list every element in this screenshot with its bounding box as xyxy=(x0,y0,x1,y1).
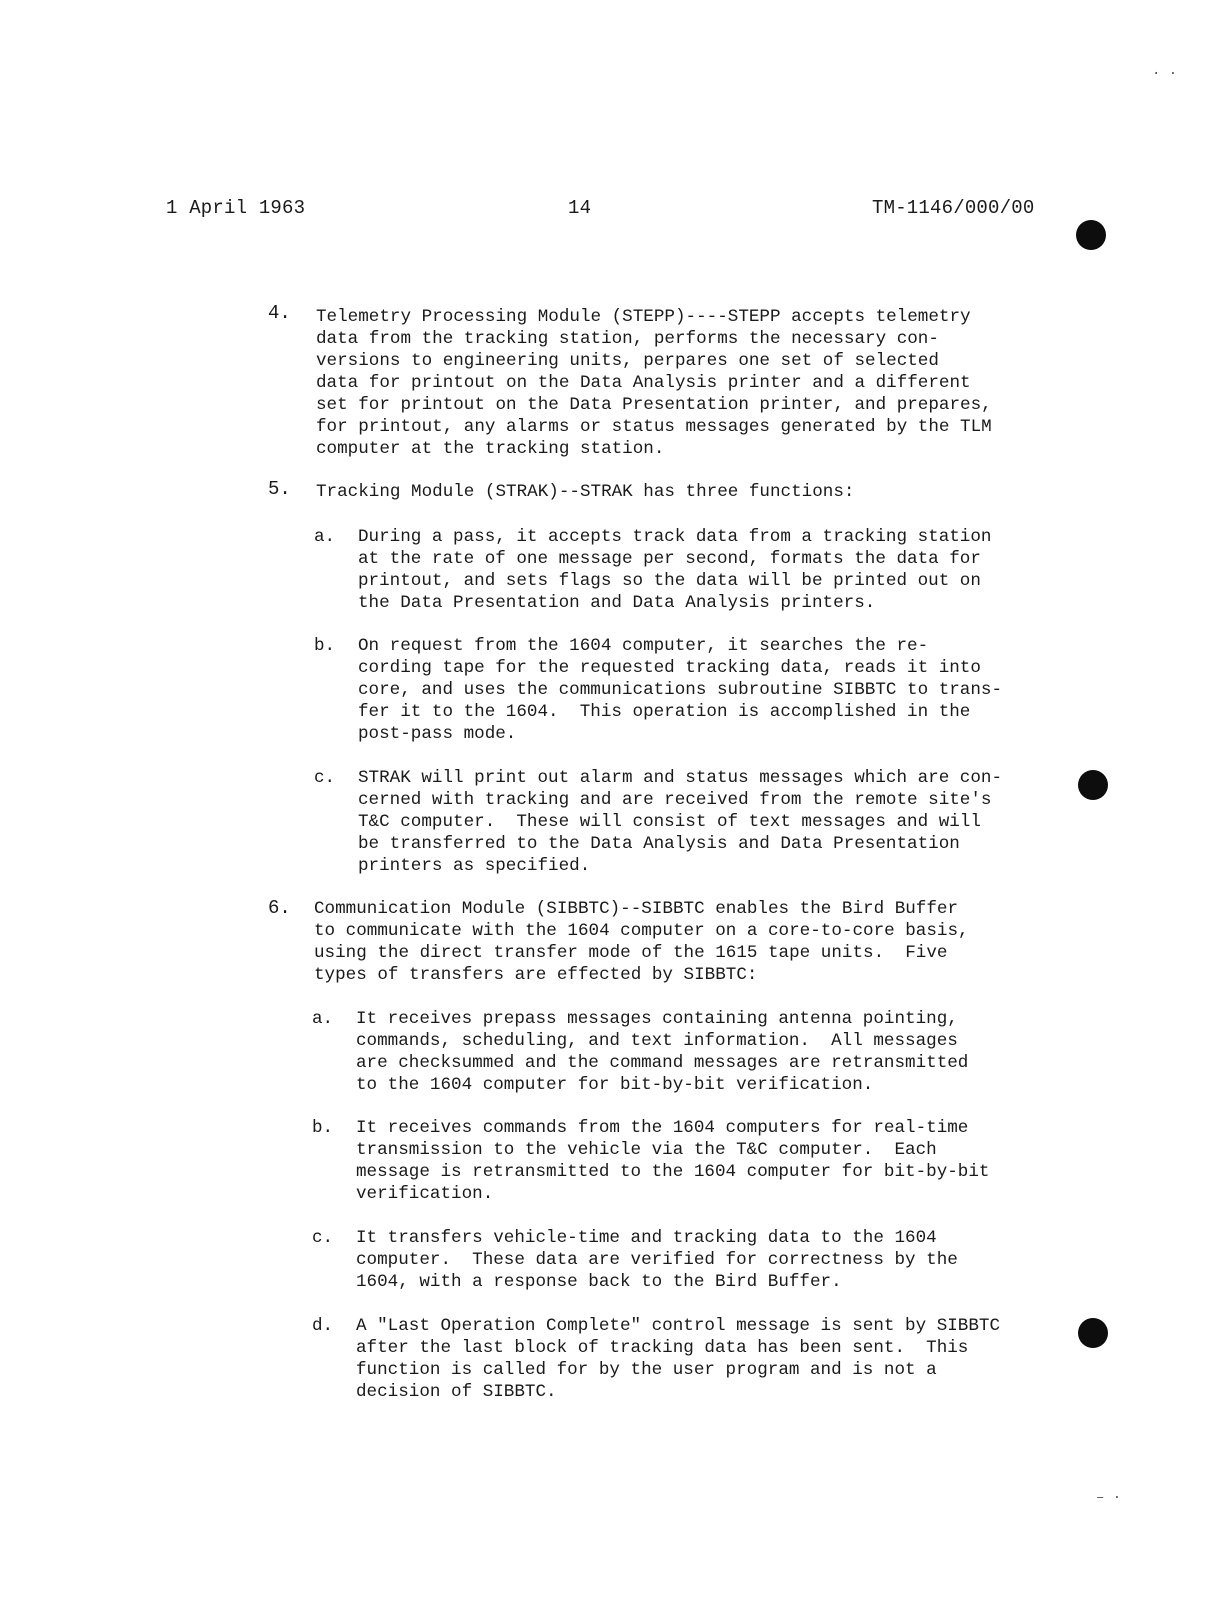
punch-hole-middle xyxy=(1078,770,1108,800)
item-5a-paragraph: During a pass, it accepts track data from a tracking station at the rate of one message per second, formats the data for printout, and sets flags so the data will be printed out on the Data Presentation and Data Analysis printers. xyxy=(358,527,992,613)
item-6d-paragraph: A "Last Operation Complete" control message is sent by SIBBTC after the last block of tracking data has been sent. This function is called for by the user program and is not a decision of SIBBTC. xyxy=(356,1316,1001,1402)
document-id: TM-1146/000/00 xyxy=(872,197,1035,219)
punch-hole-bottom xyxy=(1078,1318,1108,1348)
item-number: 5. xyxy=(268,478,291,500)
scan-speck: – · xyxy=(1096,1490,1122,1506)
item-6-intro: Communication Module (SIBBTC)--SIBBTC enables the Bird Buffer to communicate with the 1604 computer on a core-to-core basis, using the direct transfer mode of the 1615 tape units. Five types of transfers are effected by SIBBTC: xyxy=(314,899,969,985)
item-5c-paragraph: STRAK will print out alarm and status messages which are con- cerned with tracking and are received from the remote site's T&C computer. These will consist of text messages and will be transferred to the Data Analysis and Data Presentation printers as specified. xyxy=(358,768,1003,876)
item-5-intro: Tracking Module (STRAK)--STRAK has three functions: xyxy=(316,482,855,502)
subitem-label: a. xyxy=(312,1009,334,1029)
subitem-label: b. xyxy=(314,636,336,656)
header-date: 1 April 1963 xyxy=(166,197,306,219)
scan-speck: · · xyxy=(1152,66,1178,82)
item-5b-paragraph: On request from the 1604 computer, it searches the re- cording tape for the requested tracking data, reads it into core, and uses the communications subroutine SIBBTC to trans- fer it to the 1604. This operation is accomplished in the post-pass mode. xyxy=(358,636,1003,744)
item-6a-paragraph: It receives prepass messages containing antenna pointing, commands, scheduling, and text information. All messages are checksummed and the command messages are retransmitted to the 1604 computer for bit-by-bit verification. xyxy=(356,1009,969,1095)
punch-hole-top xyxy=(1076,220,1106,250)
subitem-label: d. xyxy=(312,1316,334,1336)
item-6c-paragraph: It transfers vehicle-time and tracking data to the 1604 computer. These data are verified for correctness by the 1604, with a response back to the Bird Buffer. xyxy=(356,1228,958,1292)
subitem-label: c. xyxy=(312,1228,334,1248)
page-number: 14 xyxy=(568,197,592,219)
item-4-paragraph: Telemetry Processing Module (STEPP)----STEPP accepts telemetry data from the tracking station, performs the necessary con- versions to engineering units, perpares one set of selected data for printout on the Data Analysis printer and a different set for printout on the Data Presentation printer, and prepares, for printout, any alarms or status messages generated by the TLM computer at the tracking station. xyxy=(316,307,992,459)
subitem-label: b. xyxy=(312,1118,334,1138)
item-number: 6. xyxy=(268,897,291,919)
item-number: 4. xyxy=(268,302,291,324)
subitem-label: c. xyxy=(314,768,336,788)
item-6b-paragraph: It receives commands from the 1604 computers for real-time transmission to the vehicle via the T&C computer. Each message is retransmitted to the 1604 computer for bit-by-bit verification. xyxy=(356,1118,990,1204)
subitem-label: a. xyxy=(314,527,336,547)
